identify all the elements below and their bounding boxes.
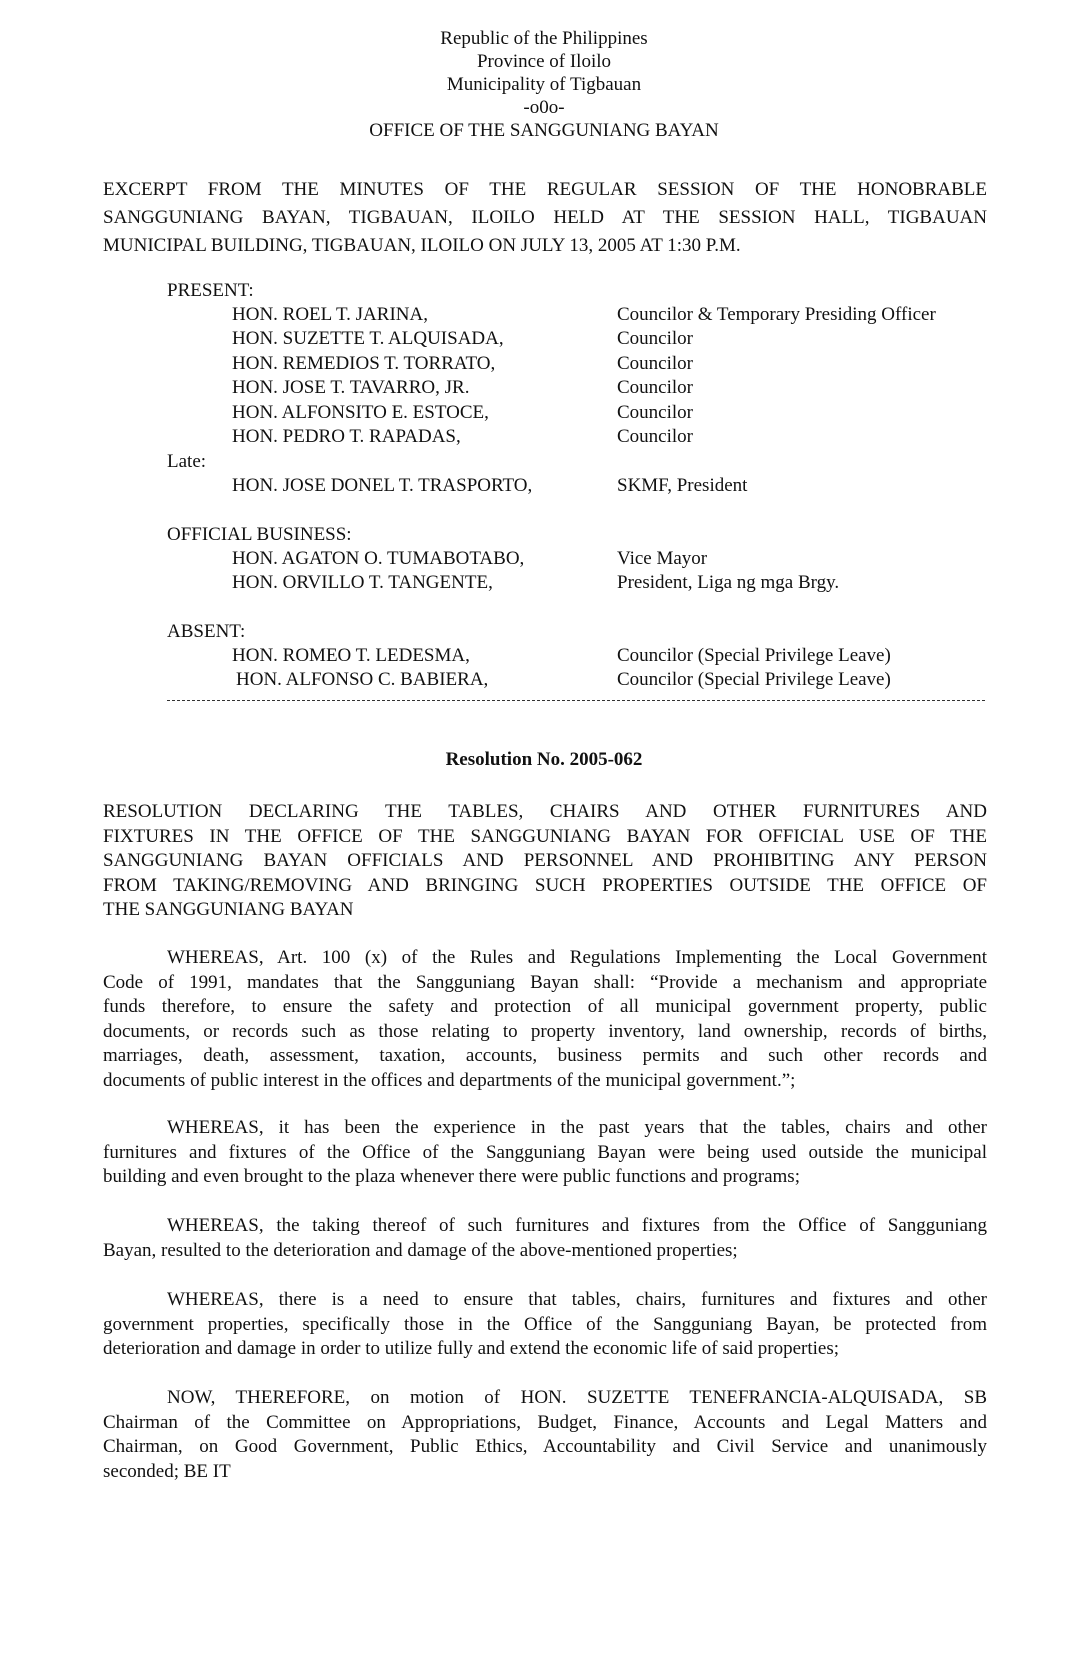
letterhead-separator: -o0o- — [523, 97, 565, 118]
whereas-paragraph-1 — [103, 946, 987, 1093]
paragraph-line: NOW, THEREFORE, on motion of HON. SUZETTE TENEFRANCIA-ALQUISADA, SB — [167, 1387, 987, 1408]
title-line: RESOLUTION DECLARING THE TABLES, CHAIRS AND OTHER FURNITURES AND — [103, 801, 987, 822]
attendee-name: HON. ALFONSO C. BABIERA, — [236, 669, 489, 690]
paragraph-line: building and even brought to the plaza whenever there were public functions and programs; — [103, 1166, 800, 1187]
paragraph-line: funds therefore, to ensure the safety and protection of all municipal government property, public — [103, 996, 987, 1017]
title-line: FROM TAKING/REMOVING AND BRINGING SUCH PROPERTIES OUTSIDE THE OFFICE OF — [103, 874, 987, 896]
paragraph-line: Chairman of the Committee on Appropriations, Budget, Finance, Accounts and Legal Matters and — [103, 1411, 987, 1433]
paragraph-line: WHEREAS, Art. 100 (x) of the Rules and Regulations Implementing the Local Government — [167, 947, 987, 968]
attendee-name: HON. JOSE T. TAVARRO, JR. — [232, 377, 470, 398]
attendee-role: Councilor (Special Privilege Leave) — [617, 669, 891, 690]
paragraph-line: documents of public interest in the offices and departments of the municipal government.”; — [103, 1069, 796, 1091]
resolution-number: Resolution No. 2005-062 — [445, 749, 643, 770]
letterhead — [0, 27, 1088, 142]
letterhead-province: Province of Iloilo — [476, 51, 612, 72]
paragraph-line: documents, or records such as those relating to property inventory, land ownership, records of births, — [103, 1020, 987, 1042]
excerpt-line: MUNICIPAL BUILDING, TIGBAUAN, ILOILO ON JULY 13, 2005 AT 1:30 P.M. — [103, 235, 741, 256]
attendee-role: Vice Mayor — [617, 548, 708, 569]
attendee-role: Councilor — [617, 426, 693, 447]
title-line: FIXTURES IN THE OFFICE OF THE SANGGUNIANG BAYAN FOR OFFICIAL USE OF THE — [103, 825, 987, 847]
letterhead-republic: Republic of the Philippines — [440, 28, 648, 49]
now-therefore-paragraph — [103, 1386, 987, 1484]
paragraph-line: furnitures and fixtures of the Office of the Sangguniang Bayan were being used outside the municipal — [103, 1141, 987, 1163]
attendee-role: Councilor — [617, 353, 693, 374]
attendee-role: SKMF, President — [617, 475, 748, 496]
whereas-paragraph-4 — [103, 1288, 987, 1362]
resolution-title — [103, 800, 987, 923]
attendee-role: Councilor & Temporary Presiding Officer — [617, 304, 936, 325]
excerpt-line: EXCERPT FROM THE MINUTES OF THE REGULAR SESSION OF THE HONOBRABLE — [103, 179, 987, 200]
attendee-name: HON. ROMEO T. LEDESMA, — [232, 645, 470, 666]
paragraph-line: seconded; BE IT — [103, 1460, 231, 1482]
attendee-name: HON. ALFONSITO E. ESTOCE, — [232, 402, 489, 423]
excerpt-heading — [103, 176, 987, 260]
paragraph-line: WHEREAS, there is a need to ensure that tables, chairs, furnitures and fixtures and other — [167, 1289, 987, 1310]
paragraph-line: deterioration and damage in order to utilize fully and extend the economic life of said properties; — [103, 1338, 839, 1359]
attendee-name: HON. ROEL T. JARINA, — [232, 304, 428, 325]
title-line: THE SANGGUNIANG BAYAN — [103, 899, 354, 920]
whereas-paragraph-3 — [103, 1214, 987, 1263]
paragraph-line: Code of 1991, mandates that the Sangguniang Bayan shall: “Provide a mechanism and appropriate — [103, 971, 987, 993]
attendee-name: HON. REMEDIOS T. TORRATO, — [232, 353, 496, 374]
attendee-name: HON. PEDRO T. RAPADAS, — [232, 426, 461, 447]
attendee-name: HON. ORVILLO T. TANGENTE, — [232, 572, 493, 593]
letterhead-office: OFFICE OF THE SANGGUNIANG BAYAN — [369, 120, 719, 141]
attendee-role: President, Liga ng mga Brgy. — [617, 572, 840, 593]
attendee-name: HON. JOSE DONEL T. TRASPORTO, — [232, 475, 533, 496]
late-label: Late: — [167, 451, 207, 472]
attendee-name: HON. SUZETTE T. ALQUISADA, — [232, 328, 504, 349]
attendee-role: Councilor — [617, 328, 693, 349]
paragraph-line: WHEREAS, the taking thereof of such furnitures and fixtures from the Office of Sangguniang — [167, 1215, 987, 1236]
title-line: SANGGUNIANG BAYAN OFFICIALS AND PERSONNEL AND PROHIBITING ANY PERSON — [103, 850, 987, 871]
paragraph-line: government properties, specifically those in the Office of the Sangguniang Bayan, be protected from — [103, 1313, 987, 1335]
excerpt-line: SANGGUNIANG BAYAN, TIGBAUAN, ILOILO HELD AT THE SESSION HALL, TIGBAUAN — [103, 207, 987, 228]
absent-label: ABSENT: — [167, 621, 246, 642]
whereas-paragraph-2 — [103, 1116, 987, 1190]
official-business-label: OFFICIAL BUSINESS: — [167, 524, 352, 545]
attendee-name: HON. AGATON O. TUMABOTABO, — [232, 548, 525, 569]
attendee-role: Councilor — [617, 402, 693, 423]
paragraph-line: Bayan, resulted to the deterioration and damage of the above-mentioned properties; — [103, 1239, 738, 1261]
paragraph-line: Chairman, on Good Government, Public Ethics, Accountability and Civil Service and unanimously — [103, 1436, 987, 1457]
attendee-role: Councilor — [617, 377, 693, 398]
paragraph-line: marriages, death, assessment, taxation, accounts, business permits and such other records and — [103, 1045, 987, 1066]
paragraph-line: WHEREAS, it has been the experience in the past years that the tables, chairs and other — [167, 1117, 987, 1138]
present-label: PRESENT: — [167, 280, 254, 301]
letterhead-municipality: Municipality of Tigbauan — [446, 74, 642, 95]
attendee-role: Councilor (Special Privilege Leave) — [617, 645, 891, 666]
dashed-divider — [167, 700, 985, 701]
